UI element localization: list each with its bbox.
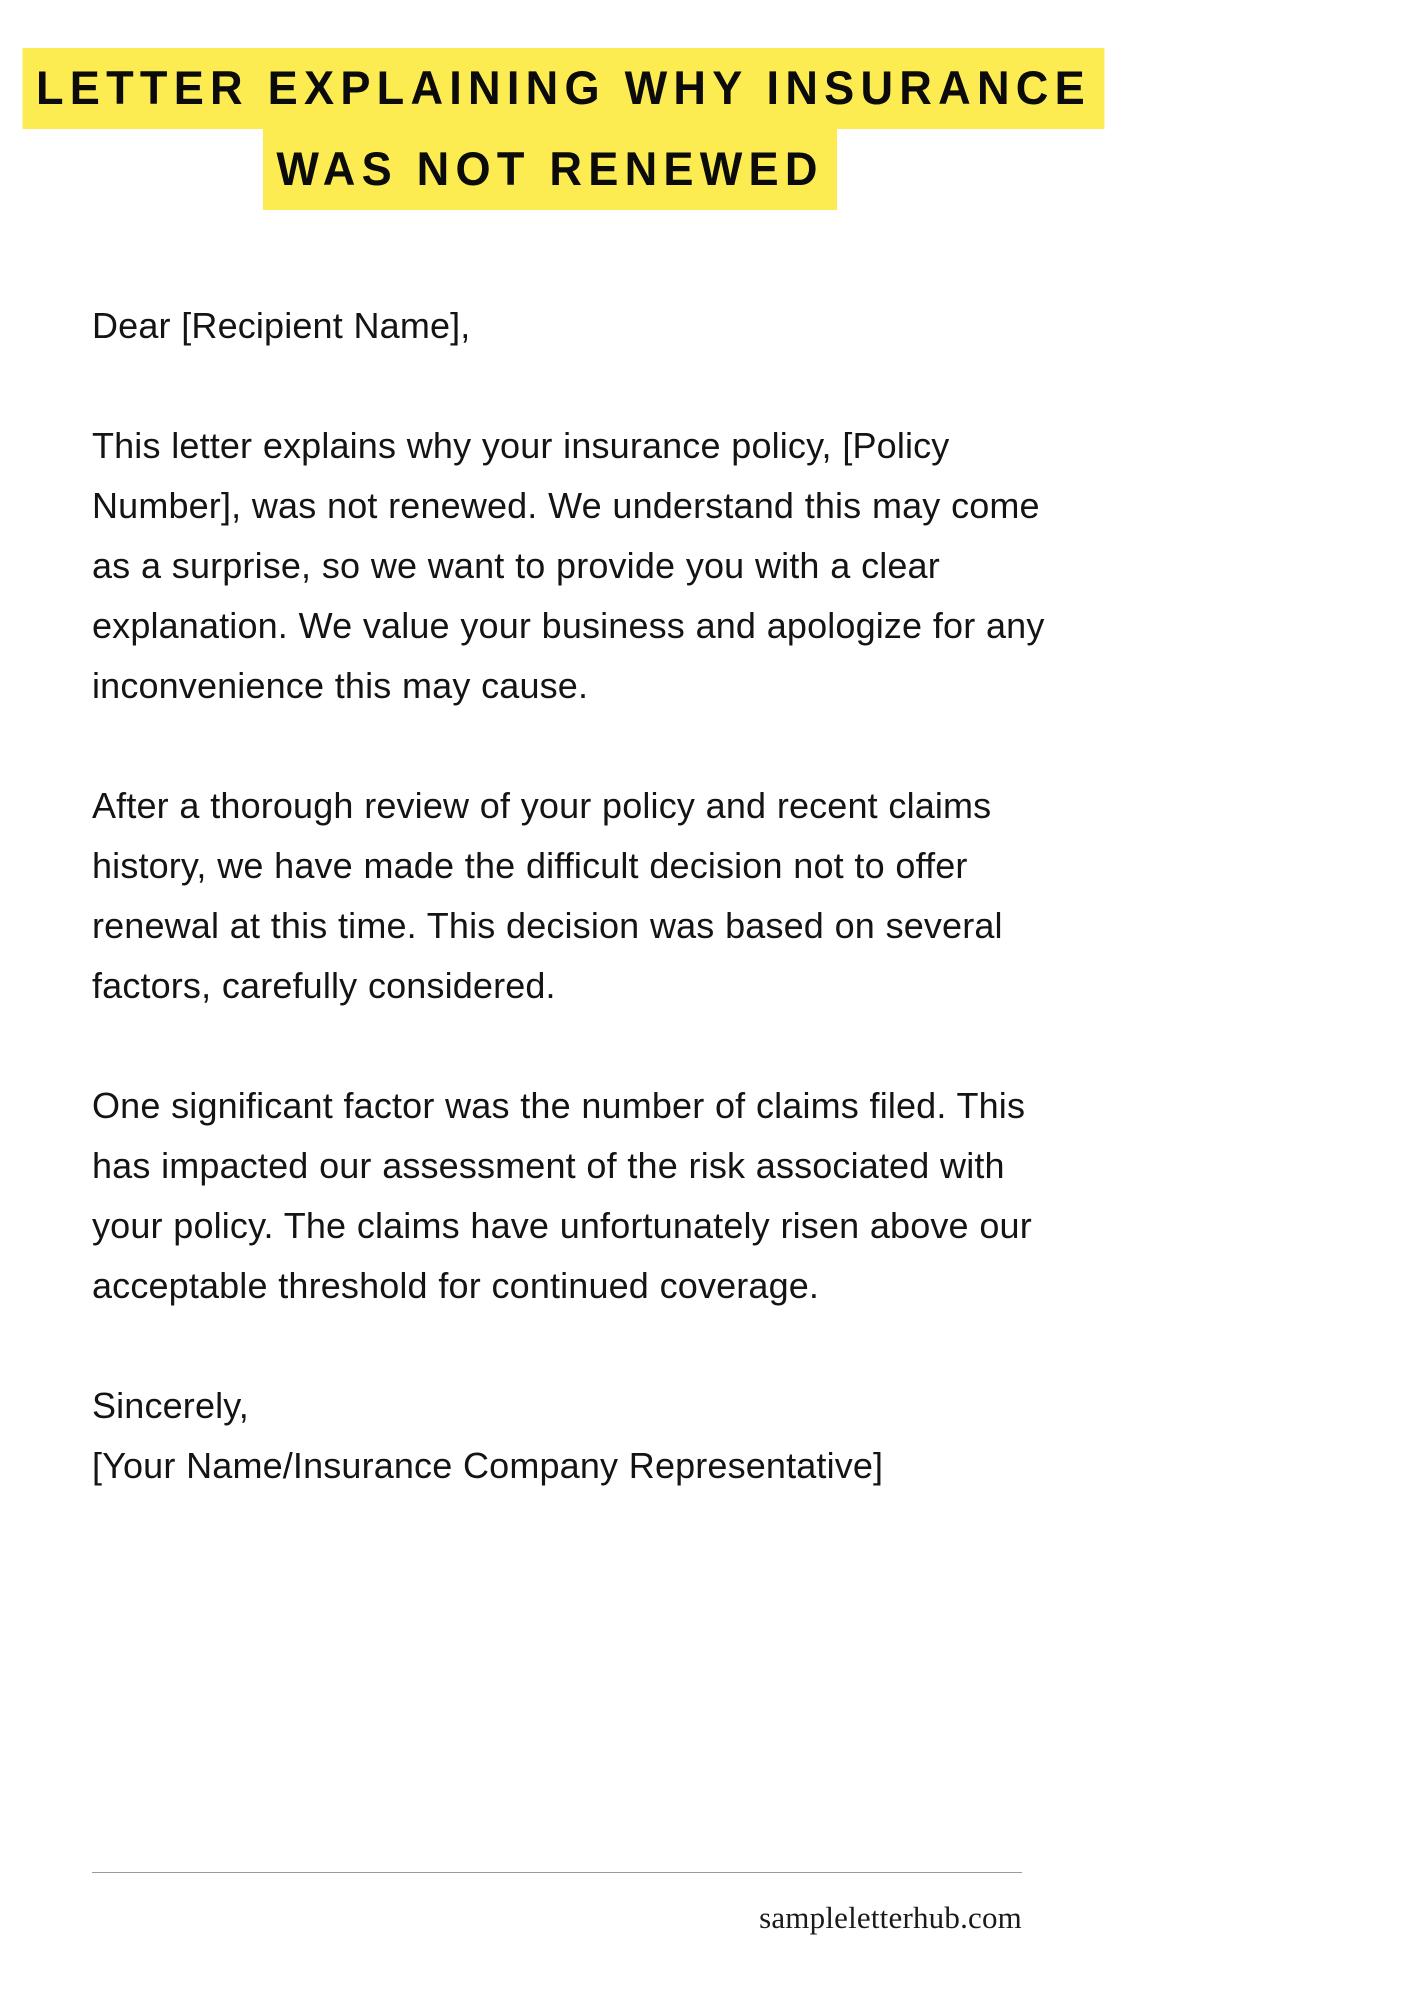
letter-paragraph-1: This letter explains why your insurance policy, [Policy Number], was not renewed. We understand this may come as a surprise, so we want to provide you with a clear explanation. We value your business and apologize for any inconvenience this may cause.: [92, 425, 1045, 706]
letter-signature: [Your Name/Insurance Company Representative]: [92, 1445, 884, 1486]
page-footer: [92, 1872, 1022, 1937]
page-title: [0, 48, 1100, 210]
letter-paragraph-2: After a thorough review of your policy and recent claims history, we have made the difficult decision not to offer renewal at this time. This decision was based on several factors, carefully considered.: [92, 785, 1003, 1006]
footer-divider: [92, 1872, 1022, 1873]
page-title-line-1: LETTER EXPLAINING WHY INSURANCE: [23, 48, 1105, 129]
letter-paragraph-3: One significant factor was the number of claims filed. This has impacted our assessment of the risk associated with your policy. The claims have unfortunately risen above our acceptable threshold for continued coverage.: [92, 1085, 1032, 1306]
letter-closing: Sincerely,: [92, 1385, 249, 1426]
footer-website-url: sampleletterhub.com: [759, 1900, 1022, 1935]
page-title-line-2: WAS NOT RENEWED: [263, 129, 837, 210]
letter-salutation: Dear [Recipient Name],: [92, 305, 471, 346]
letter-body: [92, 296, 1054, 1496]
